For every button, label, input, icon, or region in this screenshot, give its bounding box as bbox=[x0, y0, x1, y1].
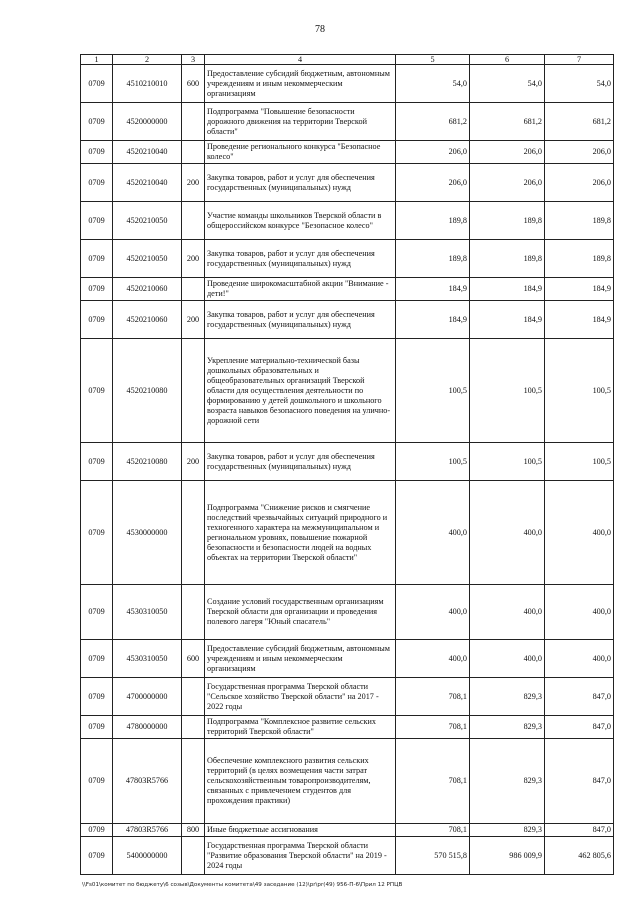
cell-item-name: Закупка товаров, работ и услуг для обеспечения государственных (муниципальных) нужд bbox=[205, 301, 396, 339]
cell-amount-col7: 681,2 bbox=[545, 103, 614, 141]
table-row bbox=[81, 640, 614, 678]
cell-amount-col7: 400,0 bbox=[545, 481, 614, 585]
cell-amount-col7: 847,0 bbox=[545, 824, 614, 837]
cell-amount-col6: 829,3 bbox=[470, 739, 545, 824]
cell-target-article: 4700000000 bbox=[113, 678, 182, 716]
cell-item-name: Предоставление субсидий бюджетным, автономным учреждениям и иным некоммерческим организациям bbox=[205, 65, 396, 103]
cell-target-article: 4520210040 bbox=[113, 164, 182, 202]
cell-amount-col6: 54,0 bbox=[470, 65, 545, 103]
cell-amount-col5: 570 515,8 bbox=[396, 837, 470, 875]
cell-item-name: Иные бюджетные ассигнования bbox=[205, 824, 396, 837]
cell-amount-col7: 847,0 bbox=[545, 739, 614, 824]
cell-expense-type: 200 bbox=[182, 164, 205, 202]
cell-section-code: 0709 bbox=[81, 585, 113, 640]
cell-amount-col5: 708,1 bbox=[396, 716, 470, 739]
cell-expense-type bbox=[182, 678, 205, 716]
table-row bbox=[81, 240, 614, 278]
table-header-row bbox=[81, 55, 614, 65]
cell-amount-col5: 206,0 bbox=[396, 141, 470, 164]
cell-item-name: Создание условий государственным организациям Тверской области для организации и проведения полевого лагеря "Юный спасатель" bbox=[205, 585, 396, 640]
cell-amount-col5: 206,0 bbox=[396, 164, 470, 202]
cell-item-name: Закупка товаров, работ и услуг для обеспечения государственных (муниципальных) нужд bbox=[205, 164, 396, 202]
cell-section-code: 0709 bbox=[81, 837, 113, 875]
cell-amount-col6: 829,3 bbox=[470, 716, 545, 739]
cell-expense-type bbox=[182, 585, 205, 640]
table-row bbox=[81, 585, 614, 640]
cell-target-article: 4520210040 bbox=[113, 141, 182, 164]
cell-target-article: 47803R5766 bbox=[113, 739, 182, 824]
cell-item-name: Проведение широкомасштабной акции "Внимание - дети!" bbox=[205, 278, 396, 301]
cell-amount-col7: 462 805,6 bbox=[545, 837, 614, 875]
header-col-3: 3 bbox=[182, 55, 205, 65]
table-row bbox=[81, 301, 614, 339]
cell-target-article: 4520210050 bbox=[113, 240, 182, 278]
cell-item-name: Государственная программа Тверской области "Сельское хозяйство Тверской области" на 2017 - 2022 годы bbox=[205, 678, 396, 716]
cell-amount-col5: 400,0 bbox=[396, 481, 470, 585]
cell-section-code: 0709 bbox=[81, 103, 113, 141]
cell-amount-col5: 708,1 bbox=[396, 678, 470, 716]
cell-amount-col7: 189,8 bbox=[545, 202, 614, 240]
cell-section-code: 0709 bbox=[81, 278, 113, 301]
cell-item-name: Предоставление субсидий бюджетным, автономным учреждениям и иным некоммерческим организациям bbox=[205, 640, 396, 678]
cell-amount-col7: 100,5 bbox=[545, 339, 614, 443]
cell-expense-type bbox=[182, 716, 205, 739]
cell-expense-type: 200 bbox=[182, 301, 205, 339]
cell-item-name: Проведение регионального конкурса "Безопасное колесо" bbox=[205, 141, 396, 164]
cell-target-article: 4530310050 bbox=[113, 585, 182, 640]
cell-target-article: 4520000000 bbox=[113, 103, 182, 141]
cell-item-name: Подпрограмма "Повышение безопасности дорожного движения на территории Тверской области" bbox=[205, 103, 396, 141]
cell-section-code: 0709 bbox=[81, 141, 113, 164]
cell-section-code: 0709 bbox=[81, 716, 113, 739]
cell-target-article: 47803R5766 bbox=[113, 824, 182, 837]
cell-amount-col5: 708,1 bbox=[396, 824, 470, 837]
cell-amount-col6: 829,3 bbox=[470, 824, 545, 837]
cell-amount-col7: 54,0 bbox=[545, 65, 614, 103]
cell-amount-col7: 184,9 bbox=[545, 301, 614, 339]
table-row bbox=[81, 443, 614, 481]
cell-expense-type: 600 bbox=[182, 640, 205, 678]
cell-section-code: 0709 bbox=[81, 65, 113, 103]
cell-expense-type: 200 bbox=[182, 240, 205, 278]
cell-amount-col5: 681,2 bbox=[396, 103, 470, 141]
cell-target-article: 4510210010 bbox=[113, 65, 182, 103]
cell-amount-col7: 847,0 bbox=[545, 678, 614, 716]
cell-expense-type bbox=[182, 103, 205, 141]
table-row bbox=[81, 141, 614, 164]
table-row bbox=[81, 339, 614, 443]
header-col-7: 7 bbox=[545, 55, 614, 65]
table-row bbox=[81, 678, 614, 716]
cell-amount-col7: 400,0 bbox=[545, 585, 614, 640]
cell-amount-col6: 829,3 bbox=[470, 678, 545, 716]
page-number: 78 bbox=[315, 24, 325, 35]
cell-section-code: 0709 bbox=[81, 202, 113, 240]
table-row bbox=[81, 837, 614, 875]
cell-target-article: 5400000000 bbox=[113, 837, 182, 875]
cell-amount-col6: 189,8 bbox=[470, 202, 545, 240]
table-body bbox=[81, 65, 614, 875]
cell-expense-type: 800 bbox=[182, 824, 205, 837]
cell-amount-col6: 184,9 bbox=[470, 278, 545, 301]
cell-amount-col6: 206,0 bbox=[470, 164, 545, 202]
cell-expense-type bbox=[182, 837, 205, 875]
cell-expense-type bbox=[182, 481, 205, 585]
cell-section-code: 0709 bbox=[81, 443, 113, 481]
cell-item-name: Закупка товаров, работ и услуг для обеспечения государственных (муниципальных) нужд bbox=[205, 443, 396, 481]
cell-amount-col7: 184,9 bbox=[545, 278, 614, 301]
footer-file-path: \\Fs01\комитет по бюджету\6 созыв\Документы комитета\49 заседание (12)\pr\pr(49) 956-П-6\Прил 12 РПЦВ bbox=[82, 882, 403, 888]
cell-amount-col7: 206,0 bbox=[545, 141, 614, 164]
cell-amount-col6: 400,0 bbox=[470, 585, 545, 640]
cell-amount-col5: 184,9 bbox=[396, 278, 470, 301]
cell-amount-col5: 54,0 bbox=[396, 65, 470, 103]
cell-section-code: 0709 bbox=[81, 240, 113, 278]
cell-amount-col6: 184,9 bbox=[470, 301, 545, 339]
cell-amount-col5: 184,9 bbox=[396, 301, 470, 339]
cell-amount-col7: 189,8 bbox=[545, 240, 614, 278]
cell-section-code: 0709 bbox=[81, 678, 113, 716]
cell-expense-type: 200 bbox=[182, 443, 205, 481]
cell-expense-type bbox=[182, 141, 205, 164]
header-col-2: 2 bbox=[113, 55, 182, 65]
cell-amount-col6: 100,5 bbox=[470, 443, 545, 481]
cell-target-article: 4520210050 bbox=[113, 202, 182, 240]
cell-amount-col5: 189,8 bbox=[396, 240, 470, 278]
cell-target-article: 4530310050 bbox=[113, 640, 182, 678]
cell-item-name: Подпрограмма "Комплексное развитие сельских территорий Тверской области" bbox=[205, 716, 396, 739]
cell-expense-type bbox=[182, 278, 205, 301]
table-row bbox=[81, 103, 614, 141]
cell-amount-col6: 400,0 bbox=[470, 640, 545, 678]
table-row bbox=[81, 65, 614, 103]
cell-section-code: 0709 bbox=[81, 164, 113, 202]
cell-amount-col5: 708,1 bbox=[396, 739, 470, 824]
cell-amount-col6: 681,2 bbox=[470, 103, 545, 141]
cell-expense-type bbox=[182, 339, 205, 443]
cell-section-code: 0709 bbox=[81, 481, 113, 585]
cell-amount-col6: 986 009,9 bbox=[470, 837, 545, 875]
cell-section-code: 0709 bbox=[81, 301, 113, 339]
cell-amount-col5: 400,0 bbox=[396, 585, 470, 640]
cell-amount-col5: 189,8 bbox=[396, 202, 470, 240]
cell-target-article: 4530000000 bbox=[113, 481, 182, 585]
cell-target-article: 4520210080 bbox=[113, 443, 182, 481]
cell-expense-type: 600 bbox=[182, 65, 205, 103]
cell-target-article: 4780000000 bbox=[113, 716, 182, 739]
table-row bbox=[81, 481, 614, 585]
cell-amount-col5: 100,5 bbox=[396, 443, 470, 481]
header-col-1: 1 bbox=[81, 55, 113, 65]
table-row bbox=[81, 716, 614, 739]
cell-section-code: 0709 bbox=[81, 640, 113, 678]
table-row bbox=[81, 739, 614, 824]
cell-section-code: 0709 bbox=[81, 339, 113, 443]
cell-item-name: Укрепление материально-технической базы дошкольных образовательных и общеобразовательных организаций Тверской области для осуществления деятельности по формированию у детей дошкольного и школьного возраста навыков безопасного поведения на улично-дорожной сети bbox=[205, 339, 396, 443]
cell-target-article: 4520210060 bbox=[113, 278, 182, 301]
cell-section-code: 0709 bbox=[81, 739, 113, 824]
header-col-4: 4 bbox=[205, 55, 396, 65]
cell-amount-col6: 206,0 bbox=[470, 141, 545, 164]
budget-table bbox=[80, 54, 614, 875]
cell-item-name: Участие команды школьников Тверской области в общероссийском конкурсе "Безопасное колесо" bbox=[205, 202, 396, 240]
header-col-5: 5 bbox=[396, 55, 470, 65]
header-col-6: 6 bbox=[470, 55, 545, 65]
cell-item-name: Обеспечение комплексного развития сельских территорий (в целях возмещения части затрат сельскохозяйственным товаропроизводителям, связанных с привлечением студентов для прохождения практики) bbox=[205, 739, 396, 824]
table-row bbox=[81, 202, 614, 240]
cell-amount-col6: 189,8 bbox=[470, 240, 545, 278]
cell-amount-col6: 100,5 bbox=[470, 339, 545, 443]
cell-amount-col7: 847,0 bbox=[545, 716, 614, 739]
cell-amount-col7: 206,0 bbox=[545, 164, 614, 202]
cell-amount-col7: 100,5 bbox=[545, 443, 614, 481]
table-row bbox=[81, 824, 614, 837]
cell-item-name: Закупка товаров, работ и услуг для обеспечения государственных (муниципальных) нужд bbox=[205, 240, 396, 278]
table-row bbox=[81, 164, 614, 202]
cell-item-name: Государственная программа Тверской области "Развитие образования Тверской области" на 2019 - 2024 годы bbox=[205, 837, 396, 875]
cell-amount-col6: 400,0 bbox=[470, 481, 545, 585]
cell-expense-type bbox=[182, 202, 205, 240]
cell-amount-col5: 100,5 bbox=[396, 339, 470, 443]
cell-expense-type bbox=[182, 739, 205, 824]
cell-target-article: 4520210060 bbox=[113, 301, 182, 339]
cell-target-article: 4520210080 bbox=[113, 339, 182, 443]
table-row bbox=[81, 278, 614, 301]
cell-amount-col5: 400,0 bbox=[396, 640, 470, 678]
cell-section-code: 0709 bbox=[81, 824, 113, 837]
cell-amount-col7: 400,0 bbox=[545, 640, 614, 678]
cell-item-name: Подпрограмма "Снижение рисков и смягчение последствий чрезвычайных ситуаций природного и техногенного характера на межмуниципальном и региональном уровнях, повышение пожарной безопасности и безопасности людей на водных объектах на территории Тверской области" bbox=[205, 481, 396, 585]
